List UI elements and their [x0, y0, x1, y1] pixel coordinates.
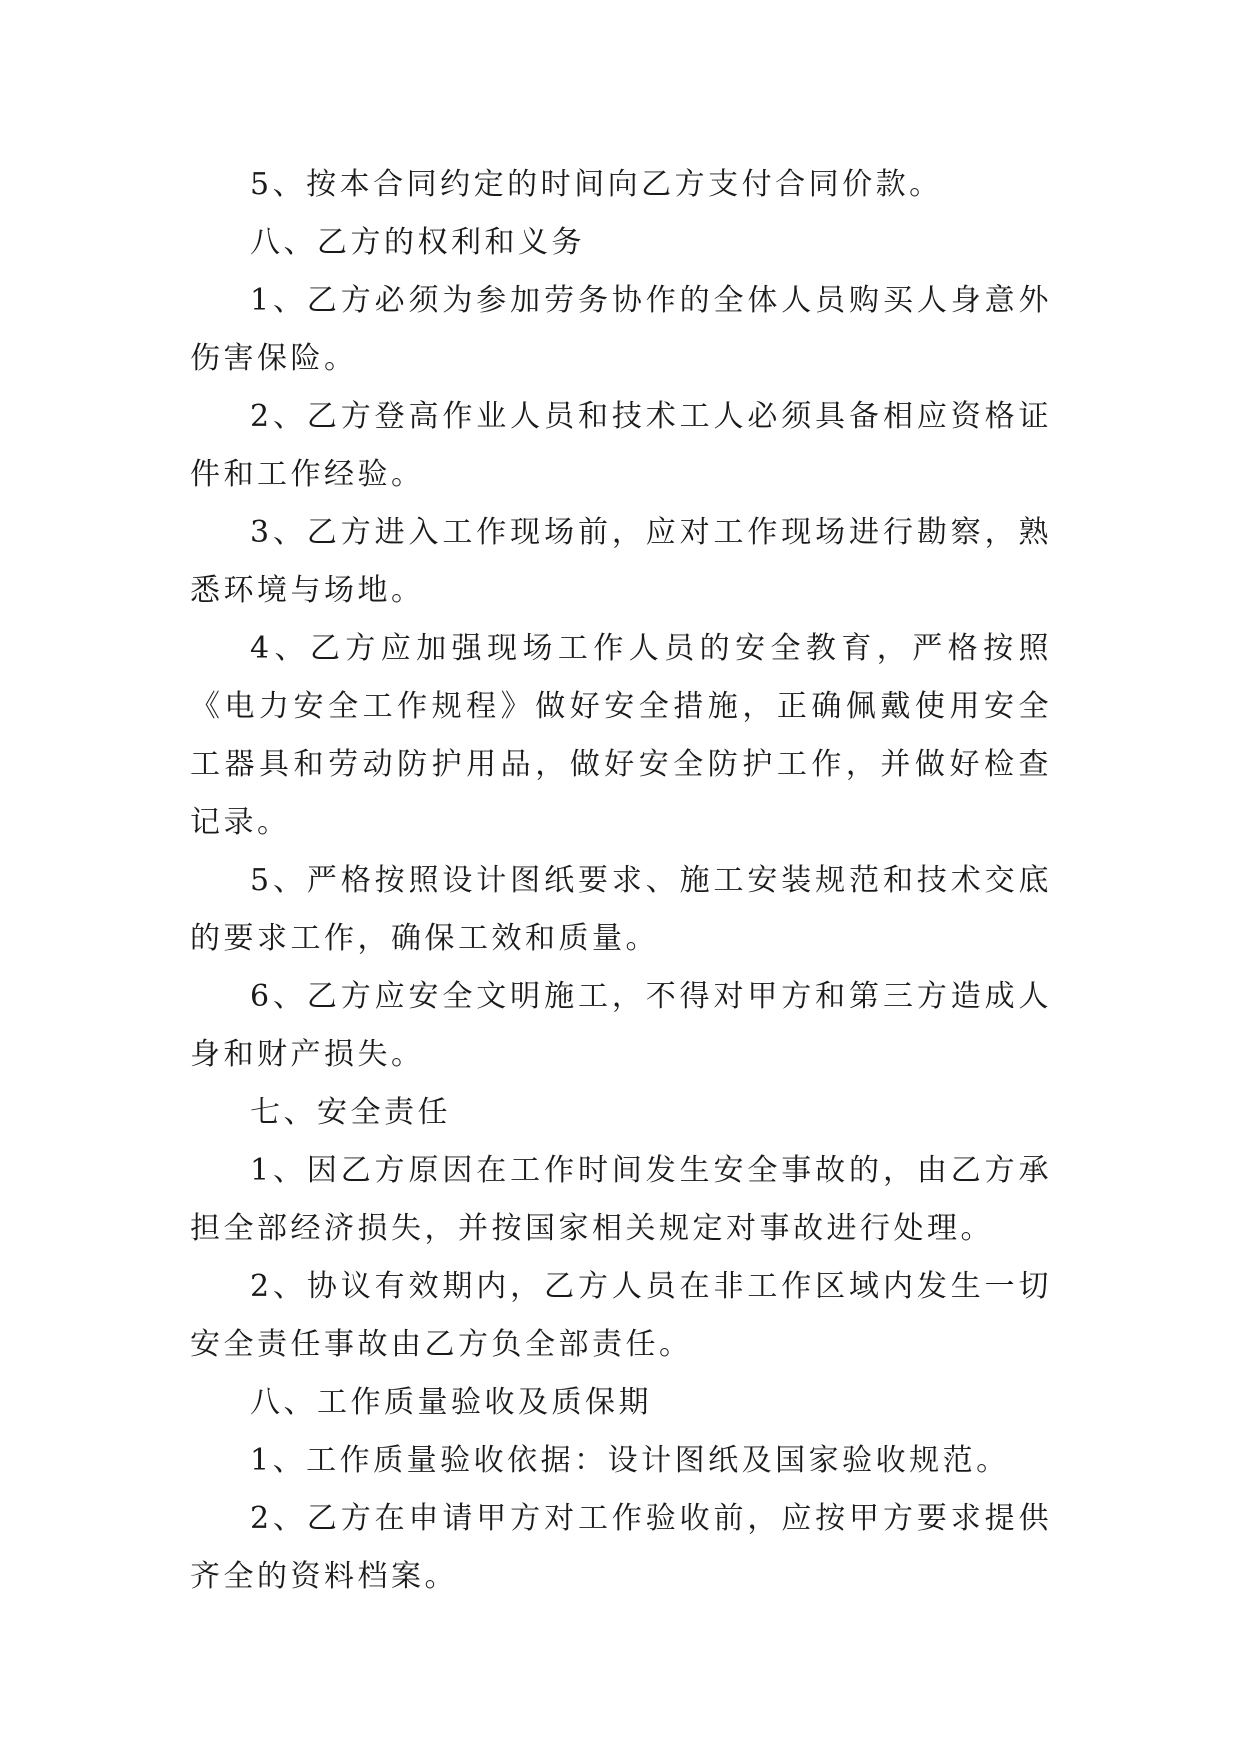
paragraph: 2、乙方登高作业人员和技术工人必须具备相应资格证件和工作经验。	[190, 399, 1052, 492]
paragraph: 6、乙方应安全文明施工，不得对甲方和第三方造成人身和财产损失。	[190, 979, 1052, 1072]
paragraph: 3、乙方进入工作现场前，应对工作现场进行勘察，熟悉环境与场地。	[190, 515, 1052, 608]
paragraph: 1、工作质量验收依据：设计图纸及国家验收规范。	[250, 1443, 1010, 1478]
section-heading: 八、乙方的权利和义务	[250, 225, 585, 260]
document-body	[190, 156, 1052, 1606]
paragraph: 5、严格按照设计图纸要求、施工安装规范和技术交底的要求工作，确保工效和质量。	[190, 863, 1052, 956]
paragraph: 2、协议有效期内，乙方人员在非工作区域内发生一切安全责任事故由乙方负全部责任。	[190, 1269, 1052, 1362]
paragraph: 4、乙方应加强现场工作人员的安全教育，严格按照《电力安全工作规程》做好安全措施，正确佩戴使用安全工器具和劳动防护用品，做好安全防护工作，并做好检查记录。	[190, 631, 1052, 840]
paragraph: 2、乙方在申请甲方对工作验收前，应按甲方要求提供齐全的资料档案。	[190, 1501, 1052, 1594]
paragraph: 1、乙方必须为参加劳务协作的全体人员购买人身意外伤害保险。	[190, 283, 1052, 376]
section-heading: 八、工作质量验收及质保期	[250, 1385, 652, 1420]
paragraph: 1、因乙方原因在工作时间发生安全事故的，由乙方承担全部经济损失，并按国家相关规定对事故进行处理。	[190, 1153, 1052, 1246]
section-heading: 七、安全责任	[250, 1095, 451, 1130]
paragraph: 5、按本合同约定的时间向乙方支付合同价款。	[250, 167, 943, 202]
